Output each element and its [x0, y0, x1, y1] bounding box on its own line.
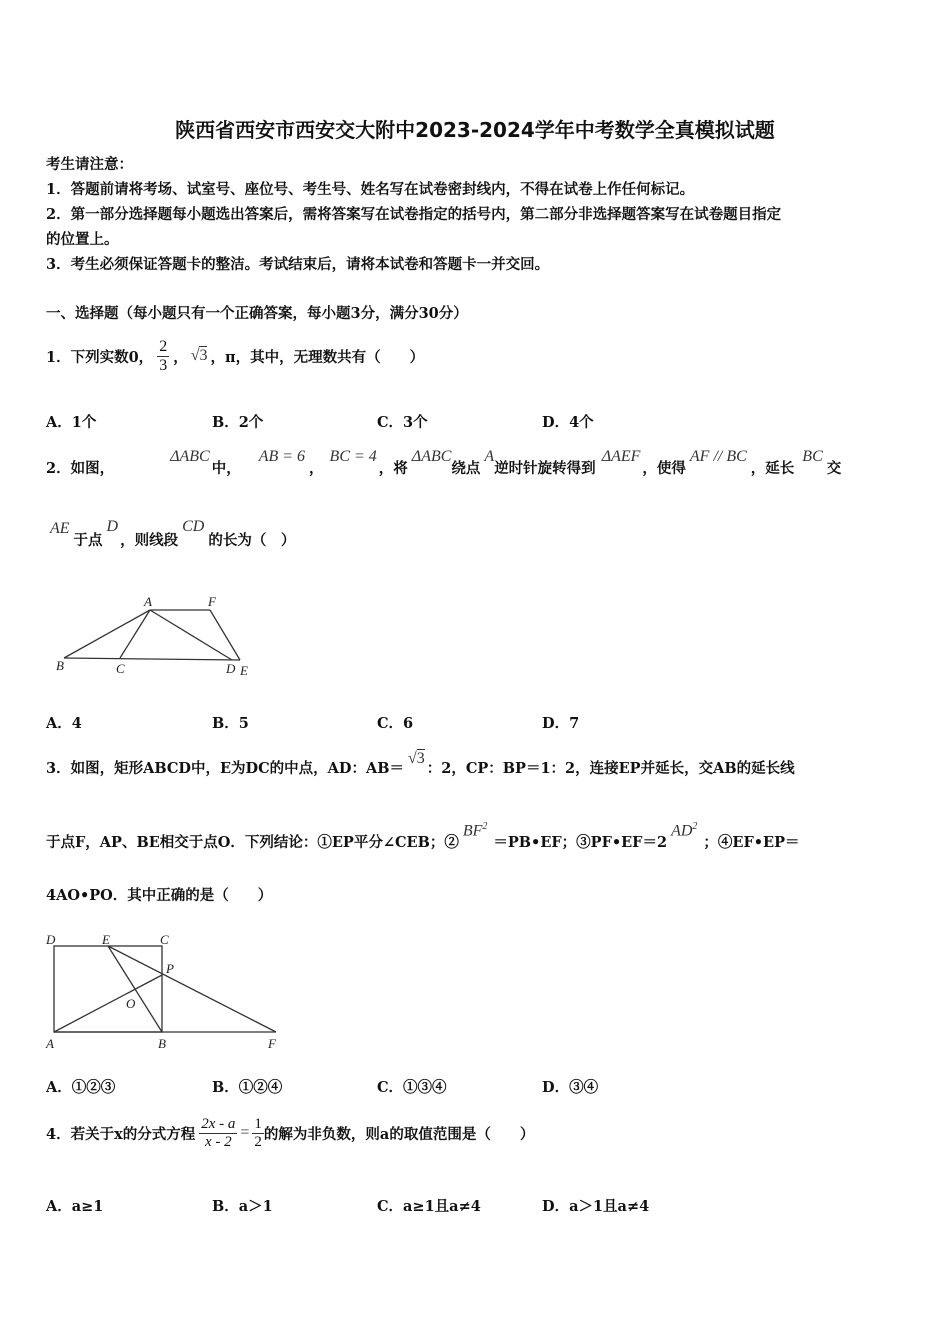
- q2-segment-ad: [150, 610, 232, 660]
- question-2-line-1: [46, 446, 841, 478]
- notice-item-1: 1．答题前请将考场、试室号、座位号、考生号、姓名写在试卷密封线内，不得在试卷上作任何标记。: [46, 181, 695, 198]
- q4-frac-right-num: 1: [254, 1115, 262, 1132]
- q2-text-12: 的长为（ ）: [208, 532, 296, 549]
- q2-option-a: A．4: [46, 715, 82, 732]
- q2-math-d: D: [106, 518, 119, 535]
- q1-fraction: [157, 338, 169, 375]
- q2-label-c: C: [116, 661, 125, 676]
- q1-option-c: C．3个: [377, 414, 428, 431]
- q2-text-10: 于点: [73, 532, 103, 549]
- q4-option-c: C．a≥1且a≠4: [377, 1198, 481, 1215]
- q2-label-f: F: [208, 594, 216, 609]
- q3-text-2b: ＝PB•EF；③PF•EF＝2: [493, 834, 668, 851]
- q3-label-d: D: [46, 932, 56, 947]
- q3-math-ad: AD: [671, 822, 693, 839]
- question-3-line-2: [46, 820, 799, 852]
- q2-math-af-parallel-bc: AF // BC: [689, 448, 747, 465]
- q1-option-a: A．1个: [46, 414, 97, 431]
- q3-label-f: F: [268, 1036, 276, 1051]
- q1-text-mid: ，π，其中，无理数共有（ ）: [210, 348, 425, 366]
- q3-rectangle-abcd: [54, 946, 162, 1032]
- q3-text-2c: ；④EF•EP＝: [703, 834, 800, 851]
- q2-segment-fe: [210, 610, 240, 660]
- q2-text-11: ，则线段: [120, 532, 179, 549]
- q4-frac-left-den: x - 2: [204, 1133, 232, 1150]
- q2-figure: [50, 594, 260, 678]
- q4-frac-left-num: 2x - a: [201, 1115, 236, 1132]
- q3-math-ad2: [671, 821, 697, 840]
- q3-math-bf: BF: [462, 822, 483, 839]
- q1-option-d: D．4个: [542, 414, 594, 431]
- q2-label-d: D: [226, 661, 236, 676]
- q2-label-b: B: [56, 658, 64, 673]
- q3-label-a: A: [46, 1036, 54, 1051]
- q3-sqrt-value: 3: [416, 750, 425, 767]
- q3-option-b: B．①②④: [212, 1079, 283, 1096]
- q4-text-post: 的解为非负数，则a的取值范围是（ ）: [263, 1125, 535, 1143]
- q2-math-triangle-abc-2: ΔABC: [411, 448, 452, 465]
- notice-heading: 考生请注意：: [46, 156, 133, 173]
- q2-segment-be: [64, 658, 240, 660]
- q1-sqrt: [191, 347, 208, 365]
- q2-text-9: 交: [826, 460, 842, 477]
- q2-label-a: A: [144, 594, 152, 609]
- q4-frac-right-den: 2: [254, 1133, 262, 1150]
- question-3-line-3: 4AO•PO．其中正确的是（ ）: [46, 887, 273, 904]
- q2-text-2: 中，: [211, 460, 241, 477]
- q2-option-b: B．5: [212, 715, 249, 732]
- q3-segment-ap: [54, 975, 162, 1032]
- q2-text-5: 绕点: [451, 460, 481, 477]
- q3-sqrt-sign: √: [407, 750, 417, 767]
- q2-math-triangle-aef: ΔAEF: [601, 448, 641, 465]
- question-2-line-2: [46, 518, 295, 550]
- q3-label-c: C: [160, 932, 169, 947]
- notice-item-3: 3．考生必须保证答题卡的整洁。考试结束后，请将本试卷和答题卡一并交回。: [46, 256, 550, 273]
- q1-option-b: B．2个: [212, 414, 264, 431]
- q2-math-a: A: [484, 448, 495, 465]
- q3-math-bf2: [463, 821, 488, 840]
- q1-comma: ，: [173, 348, 188, 366]
- q4-option-a: A．a≥1: [46, 1198, 104, 1215]
- q2-text-1: 2．如图，: [46, 460, 115, 477]
- q3-text-2a: 于点F，AP、BE相交于点O．下列结论：①EP平分∠CEB；②: [46, 834, 459, 851]
- q2-text-7: ，使得: [642, 460, 686, 477]
- q2-math-triangle-abc: ΔABC: [170, 448, 210, 465]
- q2-text-6: 逆时针旋转得到: [494, 460, 596, 477]
- q4-equals: =: [240, 1124, 250, 1141]
- q1-text-pre: 1．下列实数0，: [46, 348, 154, 366]
- q3-text-1a: 3．如图，矩形ABCD中，E为DC的中点，AD：AB＝: [46, 760, 404, 777]
- q2-math-ab: AB = 6: [258, 448, 306, 465]
- q3-label-p: P: [166, 961, 174, 976]
- q3-option-c: C．①③④: [377, 1079, 447, 1096]
- question-3-line-1: [46, 746, 795, 778]
- q2-text-8: ，延长: [750, 460, 795, 477]
- q2-text-4: ，将: [378, 460, 408, 477]
- q1-sqrt-sign: √: [190, 347, 200, 364]
- q3-figure: [40, 928, 290, 1054]
- q3-option-d: D．③④: [542, 1079, 599, 1096]
- q4-fraction-left: [199, 1116, 237, 1151]
- q3-math-bf-exp: 2: [482, 820, 488, 832]
- q2-math-bc-2: BC: [802, 448, 823, 465]
- q3-sqrt: [408, 750, 425, 768]
- q2-math-ae: AE: [50, 520, 70, 537]
- q2-label-e: E: [240, 663, 248, 678]
- notice-item-2: 2．第一部分选择题每小题选出答案后，需将答案写在试卷指定的括号内，第二部分非选择题答案写在试卷题目指定: [46, 206, 782, 223]
- q4-option-b: B．a＞1: [212, 1198, 273, 1215]
- q2-text-3: ，: [309, 460, 324, 477]
- section-heading: 一、选择题（每小题只有一个正确答案，每小题3分，满分30分）: [46, 305, 468, 322]
- q3-option-a: A．①②③: [46, 1079, 116, 1096]
- q1-sqrt-value: 3: [199, 347, 208, 364]
- q2-segment-ba: [64, 610, 150, 658]
- q3-label-e: E: [102, 932, 110, 947]
- q3-label-o: O: [126, 996, 136, 1011]
- q2-option-d: D．7: [542, 715, 580, 732]
- q4-option-d: D．a＞1且a≠4: [542, 1198, 650, 1215]
- q4-fraction-right: [252, 1116, 264, 1151]
- q1-frac-den: 3: [159, 356, 168, 374]
- q1-frac-num: 2: [159, 337, 168, 355]
- question-4: [46, 1106, 534, 1160]
- q2-math-bc: BC = 4: [329, 448, 377, 465]
- q3-segment-ef: [108, 946, 276, 1032]
- q2-math-cd: CD: [182, 518, 205, 535]
- q3-label-b: B: [158, 1036, 166, 1051]
- q3-math-ad-exp: 2: [692, 820, 698, 832]
- q2-segment-ac: [120, 610, 150, 658]
- question-1: [46, 326, 424, 386]
- page-title: 陕西省西安市西安交大附中2023-2024学年中考数学全真模拟试题: [175, 118, 775, 142]
- q4-text-pre: 4．若关于x的分式方程: [46, 1125, 196, 1143]
- q3-text-1b: ：2，CP：BP＝1：2，连接EP并延长，交AB的延长线: [426, 760, 795, 777]
- q2-option-c: C．6: [377, 715, 414, 732]
- notice-item-2-cont: 的位置上。: [46, 231, 119, 248]
